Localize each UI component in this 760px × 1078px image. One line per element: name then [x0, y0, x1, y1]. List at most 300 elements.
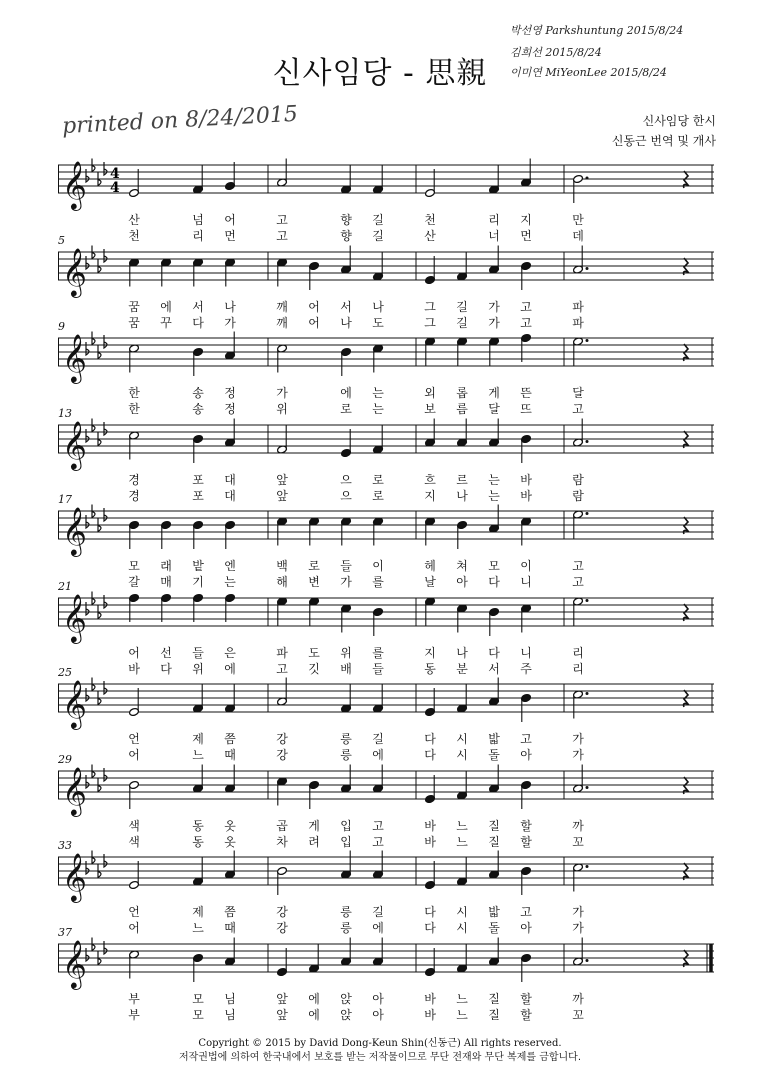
lyric-syllable: 밟 [488, 905, 500, 919]
flat-sign [104, 249, 107, 262]
lyric-syllable: 님 [224, 1007, 236, 1022]
lyric-syllable: 할 [520, 1007, 532, 1022]
lyric-syllable: 질 [488, 1007, 500, 1022]
lyric-syllable: 는 [372, 402, 384, 416]
lyric-syllable: 릉 [340, 905, 352, 919]
flat-sign [86, 688, 89, 701]
lyric-syllable: 리 [572, 645, 584, 660]
lyric-syllable: 모 [192, 1007, 204, 1022]
lyric-syllable: 변 [308, 575, 320, 589]
lyric-syllable: 경 [128, 472, 140, 487]
lyric-syllable: 길 [372, 905, 384, 919]
lyric-syllable: 입 [340, 834, 352, 849]
flat-sign [104, 422, 107, 435]
lyric-syllable: 어 [128, 921, 140, 935]
lyric-syllable: 나 [456, 488, 468, 503]
lyric-syllable: 바 [520, 472, 532, 487]
lyric-syllable: 르 [456, 472, 468, 487]
lyric-syllable: 정 [224, 386, 236, 400]
lyric-syllable: 릉 [340, 921, 352, 935]
lyric-syllable: 에 [340, 386, 352, 400]
measure-number: 5 [58, 233, 65, 247]
lyric-syllable: 는 [224, 575, 236, 589]
lyric-syllable: 파 [572, 299, 584, 314]
lyric-syllable: 다 [424, 732, 436, 746]
time-signature-bottom: 4 [110, 180, 120, 196]
lyric-syllable: 서 [192, 299, 204, 314]
flat-sign [86, 948, 89, 961]
lyric-syllable: 으 [340, 488, 352, 503]
lyric-syllable: 니 [520, 645, 532, 660]
lyric-syllable: 다 [192, 315, 204, 330]
flat-sign [86, 169, 89, 182]
lyric-syllable: 어 [308, 315, 320, 330]
quarter-rest [684, 258, 689, 275]
lyric-syllable: 동 [424, 661, 436, 676]
lyric-syllable: 바 [424, 1007, 436, 1022]
lyric-syllable: 앞 [276, 1007, 288, 1022]
lyric-syllable: 뜬 [520, 386, 532, 400]
quarter-rest [684, 950, 689, 967]
lyric-syllable: 천 [128, 229, 140, 243]
signature-1: 박선영 Parkshuntung 2015/8/24 [510, 24, 684, 37]
lyric-syllable: 를 [372, 645, 384, 660]
quarter-rest [684, 431, 689, 448]
lyric-syllable: 리 [192, 229, 204, 243]
lyric-verse-1 [58, 386, 714, 402]
treble-clef-icon: 𝄞 [62, 246, 87, 296]
lyric-syllable: 가 [572, 921, 584, 935]
lyric-syllable: 부 [128, 1007, 140, 1022]
lyric-syllable: 가 [488, 315, 500, 330]
lyric-syllable: 고 [572, 559, 584, 573]
flat-sign [104, 854, 107, 867]
lyric-syllable: 대 [224, 488, 236, 503]
lyric-syllable: 언 [128, 905, 140, 919]
flat-sign [104, 508, 107, 521]
lyric-syllable: 뜨 [520, 402, 532, 416]
lyric-syllable: 느 [192, 748, 204, 762]
lyric-syllable: 때 [224, 921, 236, 935]
staff-svg [58, 238, 714, 298]
lyric-syllable: 아 [456, 575, 468, 589]
lyric-syllable: 에 [308, 1007, 320, 1022]
measure-number: 33 [58, 839, 72, 852]
lyric-syllable: 가 [488, 299, 500, 314]
lyric-syllable: 꾸 [160, 315, 172, 330]
measure-number: 29 [58, 752, 72, 766]
lyric-syllable: 앞 [276, 488, 288, 503]
lyric-syllable: 님 [224, 991, 236, 1006]
staff-system [58, 151, 714, 243]
lyric-syllable: 깨 [276, 315, 288, 330]
lyric-syllable: 로 [340, 402, 352, 416]
lyric-syllable: 쯤 [224, 905, 236, 919]
lyric-syllable: 기 [192, 575, 204, 589]
lyric-syllable: 송 [192, 402, 204, 416]
lyric-syllable: 옷 [224, 834, 236, 849]
staff-system [58, 493, 714, 589]
lyric-verse-1 [58, 300, 714, 316]
lyric-syllable: 꼬 [572, 1007, 584, 1022]
staff-svg [58, 584, 714, 644]
lyric-syllable: 래 [160, 559, 172, 573]
lyric-syllable: 먼 [520, 229, 532, 243]
lyric-syllable: 그 [424, 315, 436, 330]
page-title: 신사임당 - 思親 [272, 56, 488, 91]
lyric-syllable: 아 [372, 991, 384, 1006]
lyric-syllable: 매 [160, 575, 172, 589]
lyric-syllable: 길 [372, 732, 384, 746]
lyric-syllable: 정 [224, 402, 236, 416]
flat-sign [86, 429, 89, 442]
lyric-syllable: 릉 [340, 732, 352, 746]
lyric-syllable: 까 [572, 991, 584, 1006]
lyric-syllable: 산 [424, 229, 436, 243]
staff-svg [58, 670, 714, 730]
lyric-syllable: 송 [192, 386, 204, 400]
staff-svg [58, 757, 714, 817]
lyric-syllable: 강 [276, 905, 288, 919]
lyric-syllable: 외 [424, 386, 436, 400]
lyric-syllable: 위 [276, 402, 288, 416]
lyric-syllable: 은 [224, 645, 236, 660]
lyric-verse-1 [58, 992, 714, 1008]
augmentation-dot [586, 339, 589, 342]
staff-svg [58, 930, 714, 990]
lyric-syllable: 꼬 [572, 834, 584, 849]
lyric-syllable: 길 [372, 213, 384, 227]
lyric-verse-1 [58, 473, 714, 489]
lyric-syllable: 달 [488, 402, 500, 416]
lyric-syllable: 다 [488, 645, 500, 660]
lyric-syllable: 릉 [340, 748, 352, 762]
quarter-rest [684, 171, 689, 188]
augmentation-dot [586, 959, 589, 962]
lyric-syllable: 향 [340, 229, 352, 243]
staff-system [58, 406, 714, 503]
lyric-syllable: 곱 [276, 818, 288, 833]
lyric-syllable: 도 [372, 315, 384, 330]
lyric-syllable: 길 [456, 299, 468, 314]
lyric-syllable: 고 [276, 661, 288, 676]
lyric-syllable: 깨 [276, 299, 288, 314]
lyric-syllable: 고 [520, 299, 532, 314]
lyric-syllable: 질 [488, 818, 500, 833]
augmentation-dot [586, 177, 589, 180]
lyric-syllable: 바 [128, 661, 140, 676]
lyric-syllable: 리 [572, 661, 584, 676]
lyric-syllable: 앞 [276, 991, 288, 1006]
flat-sign [104, 681, 107, 694]
lyric-syllable: 길 [456, 315, 468, 330]
lyric-syllable: 배 [340, 661, 352, 676]
lyric-syllable: 가 [572, 905, 584, 919]
staff-system [58, 579, 714, 676]
lyric-syllable: 할 [520, 834, 532, 849]
lyric-syllable: 로 [372, 472, 384, 487]
staff-system [58, 839, 714, 935]
lyric-syllable: 선 [160, 645, 172, 660]
lyric-syllable: 에 [372, 748, 384, 762]
lyric-syllable: 깃 [308, 661, 320, 676]
lyric-syllable: 향 [340, 213, 352, 227]
lyric-syllable: 바 [424, 834, 436, 849]
lyric-syllable: 넘 [192, 213, 204, 227]
lyric-syllable: 헤 [424, 559, 436, 573]
lyric-syllable: 나 [456, 645, 468, 660]
lyric-syllable: 들 [372, 661, 384, 676]
lyric-syllable: 들 [340, 559, 352, 573]
lyric-syllable: 는 [372, 386, 384, 400]
lyric-syllable: 부 [128, 991, 140, 1006]
lyric-syllable: 가 [276, 386, 288, 400]
measure-number: 21 [58, 579, 72, 593]
augmentation-dot [586, 692, 589, 695]
lyric-syllable: 대 [224, 472, 236, 487]
lyric-verse-1 [58, 559, 714, 575]
lyric-syllable: 들 [192, 645, 204, 660]
lyric-syllable: 어 [224, 213, 236, 227]
lyric-syllable: 지 [424, 645, 436, 660]
lyric-syllable: 동 [192, 834, 204, 849]
lyric-syllable: 위 [192, 661, 204, 676]
lyric-syllable: 고 [276, 213, 288, 227]
lyric-syllable: 로 [308, 559, 320, 573]
lyric-syllable: 로 [372, 488, 384, 503]
lyric-syllable: 아 [520, 748, 532, 762]
lyric-syllable: 시 [456, 748, 468, 762]
lyric-syllable: 차 [276, 834, 288, 849]
lyric-syllable: 나 [224, 299, 236, 314]
staff-system [58, 320, 714, 416]
lyric-syllable: 옷 [224, 818, 236, 833]
lyric-syllable: 는 [488, 472, 500, 487]
lyric-syllable: 색 [128, 818, 140, 833]
lyric-syllable: 데 [572, 229, 584, 243]
lyric-syllable: 할 [520, 818, 532, 833]
augmentation-dot [586, 786, 589, 789]
measure-number: 37 [58, 925, 72, 939]
lyric-syllable: 느 [456, 1007, 468, 1022]
lyric-syllable: 시 [456, 905, 468, 919]
lyric-syllable: 해 [276, 575, 288, 589]
staff-system [58, 925, 714, 1022]
treble-clef-icon: 𝄞 [62, 679, 87, 728]
lyric-syllable: 질 [488, 834, 500, 849]
lyric-syllable: 에 [160, 299, 172, 314]
treble-clef-icon: 𝄞 [62, 938, 87, 988]
lyric-syllable: 앉 [340, 1007, 352, 1022]
lyric-syllable: 꿈 [128, 299, 140, 314]
lyric-syllable: 에 [308, 991, 320, 1006]
lyric-syllable: 앞 [276, 472, 288, 487]
lyric-syllable: 고 [520, 315, 532, 330]
lyric-syllable: 나 [340, 315, 352, 330]
lyric-syllable: 파 [276, 645, 288, 660]
lyric-syllable: 니 [520, 575, 532, 589]
lyric-syllable: 모 [192, 991, 204, 1006]
augmentation-dot [586, 865, 589, 868]
quarter-rest [684, 517, 689, 534]
lyric-syllable: 할 [520, 991, 532, 1006]
lyric-syllable: 먼 [224, 229, 236, 243]
flat-sign [86, 256, 89, 269]
lyric-syllable: 바 [424, 818, 436, 833]
lyric-syllable: 쳐 [456, 559, 468, 573]
treble-clef-icon: 𝄞 [62, 765, 87, 815]
measure-number: 17 [58, 493, 72, 506]
staff-system [58, 752, 714, 849]
lyric-syllable: 느 [456, 834, 468, 849]
staff-svg [58, 497, 714, 557]
treble-clef-icon: 𝄞 [62, 592, 87, 642]
lyric-syllable: 그 [424, 299, 436, 314]
lyric-syllable: 가 [224, 315, 236, 330]
lyric-syllable: 밟 [488, 732, 500, 746]
lyric-syllable: 색 [128, 834, 140, 849]
lyric-syllable: 어 [128, 645, 140, 660]
augmentation-dot [586, 512, 589, 515]
lyric-syllable: 언 [128, 732, 140, 746]
measure-number: 9 [58, 320, 65, 333]
lyric-syllable: 시 [456, 732, 468, 746]
lyric-syllable: 지 [520, 213, 532, 227]
lyric-syllable: 게 [488, 386, 500, 400]
lyric-syllable: 어 [128, 748, 140, 762]
lyric-syllable: 으 [340, 472, 352, 487]
lyric-syllable: 한 [128, 386, 140, 400]
lyric-syllable: 리 [488, 213, 500, 227]
staff-system [58, 666, 714, 762]
arranger-credit: 신동근 번역 및 개사 [611, 134, 716, 148]
lyric-syllable: 고 [276, 229, 288, 243]
lyric-syllable: 서 [488, 661, 500, 676]
treble-clef-icon: 𝄞 [62, 160, 87, 209]
lyric-syllable: 모 [488, 559, 500, 573]
staff-system [58, 233, 714, 330]
lyric-syllable: 고 [372, 834, 384, 849]
lyric-syllable: 날 [424, 575, 436, 589]
lyric-syllable: 름 [456, 402, 468, 416]
lyric-syllable: 밭 [192, 559, 204, 573]
lyric-syllable: 보 [424, 402, 436, 416]
lyric-syllable: 파 [572, 315, 584, 330]
lyric-syllable: 쯤 [224, 732, 236, 746]
lyric-syllable: 주 [520, 661, 532, 676]
lyric-syllable: 에 [224, 661, 236, 676]
lyric-syllable: 느 [192, 921, 204, 935]
treble-clef-icon: 𝄞 [62, 419, 87, 469]
flat-sign [86, 775, 89, 788]
staff-svg [58, 151, 714, 211]
flat-sign [104, 941, 107, 954]
lyric-syllable: 다 [160, 661, 172, 676]
augmentation-dot [586, 599, 589, 602]
lyric-syllable: 를 [372, 575, 384, 589]
lyric-syllable: 람 [572, 472, 584, 487]
treble-clef-icon: 𝄞 [62, 333, 87, 382]
lyric-syllable: 고 [520, 732, 532, 746]
lyric-syllable: 는 [488, 488, 500, 503]
lyric-syllable: 만 [572, 213, 584, 227]
measure-number: 25 [58, 666, 72, 679]
lyric-syllable: 엔 [224, 559, 236, 573]
copyright-line: Copyright © 2015 by David Dong-Keun Shin(신동근) All rights reserved. [198, 1038, 562, 1049]
lyric-syllable: 고 [572, 402, 584, 416]
lyric-syllable: 이 [372, 559, 384, 573]
lyric-syllable: 까 [572, 818, 584, 833]
lyric-syllable: 흐 [424, 472, 436, 487]
lyric-syllable: 꿈 [128, 315, 140, 330]
lyric-syllable: 고 [372, 818, 384, 833]
augmentation-dot [586, 267, 589, 270]
lyric-syllable: 가 [572, 748, 584, 762]
lyric-syllable: 다 [424, 921, 436, 935]
lyric-syllable: 갈 [128, 575, 140, 589]
quarter-rest [684, 863, 689, 880]
lyric-syllable: 고 [572, 575, 584, 589]
lyric-syllable: 포 [192, 472, 204, 487]
lyric-syllable: 람 [572, 488, 584, 503]
lyric-syllable: 바 [424, 991, 436, 1006]
flat-sign [86, 602, 89, 615]
lyric-syllable: 강 [276, 732, 288, 746]
lyric-syllable: 지 [424, 488, 436, 503]
lyric-syllable: 모 [128, 559, 140, 573]
lyric-syllable: 천 [424, 213, 436, 227]
lyric-syllable: 느 [456, 818, 468, 833]
flat-sign [86, 861, 89, 874]
lyric-syllable: 경 [128, 488, 140, 503]
flat-sign [86, 515, 89, 528]
treble-clef-icon: 𝄞 [62, 506, 87, 555]
lyric-syllable: 분 [456, 661, 468, 676]
lyricist-credit: 신사임당 한시 [642, 114, 716, 128]
time-signature-top: 4 [110, 166, 120, 182]
lyric-syllable: 백 [276, 559, 288, 573]
lyric-syllable: 롭 [456, 386, 468, 400]
lyric-syllable: 가 [572, 732, 584, 746]
lyric-syllable: 에 [372, 921, 384, 935]
lyric-syllable: 아 [520, 921, 532, 935]
lyric-syllable: 바 [520, 488, 532, 503]
lyric-syllable: 가 [340, 575, 352, 589]
lyric-syllable: 돌 [488, 748, 500, 762]
lyric-syllable: 시 [456, 921, 468, 935]
flat-sign [104, 335, 107, 348]
lyric-syllable: 어 [308, 299, 320, 314]
lyric-syllable: 고 [520, 905, 532, 919]
lyric-syllable: 나 [372, 299, 384, 314]
lyric-verse-1 [58, 732, 714, 748]
lyric-syllable: 제 [192, 905, 204, 919]
handwritten-print-date: printed on 8/24/2015 [61, 101, 299, 140]
quarter-rest [684, 604, 689, 621]
flat-sign [104, 162, 107, 175]
lyric-syllable: 강 [276, 748, 288, 762]
lyric-syllable: 게 [308, 818, 320, 833]
treble-clef-icon: 𝄞 [62, 852, 87, 901]
lyric-syllable: 려 [308, 834, 320, 849]
lyric-verse-2 [58, 1008, 714, 1024]
measure-number: 13 [58, 406, 72, 420]
quarter-rest [684, 777, 689, 794]
lyric-syllable: 강 [276, 921, 288, 935]
flat-sign [86, 342, 89, 355]
lyric-syllable: 앉 [340, 991, 352, 1006]
lyric-syllable: 위 [340, 645, 352, 660]
